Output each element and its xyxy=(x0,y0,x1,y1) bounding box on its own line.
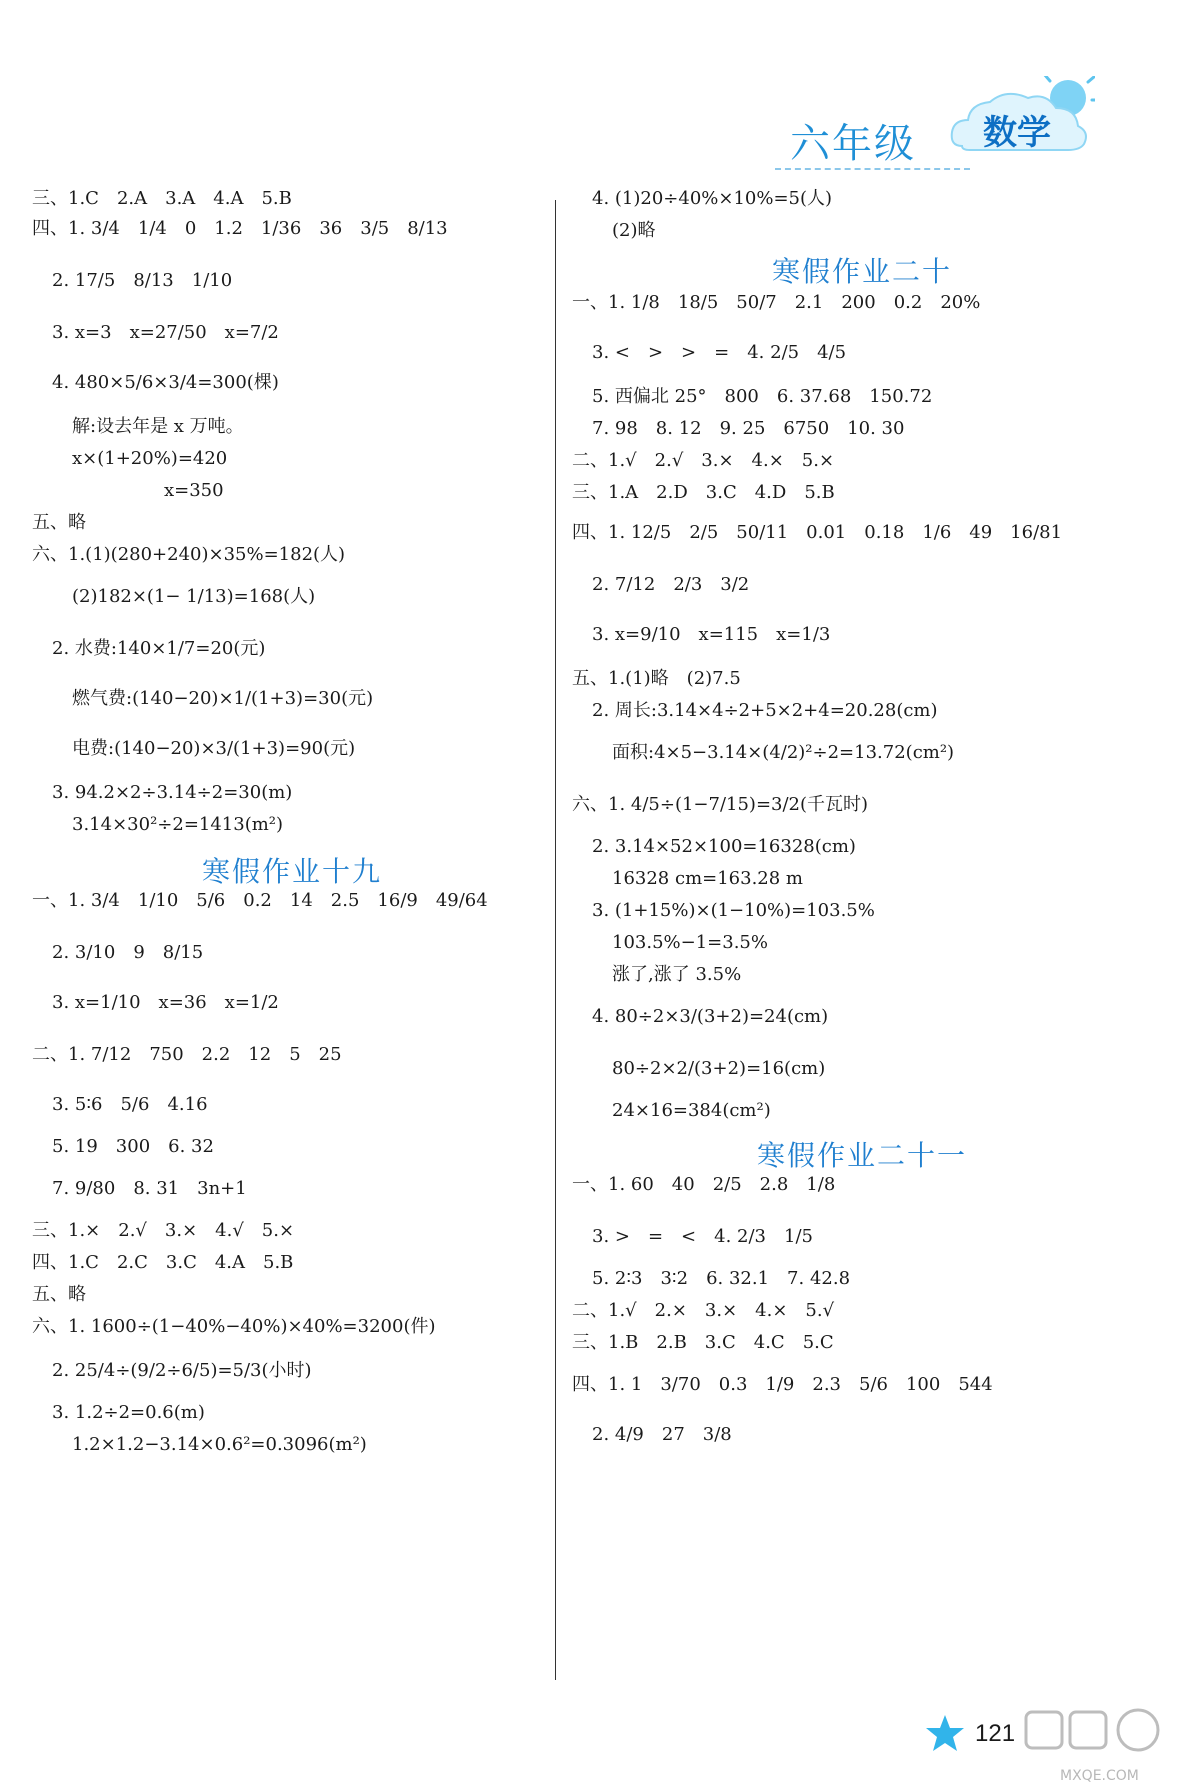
answer-line: 16328 cm=163.28 m xyxy=(612,868,803,889)
answer-line: 燃气费:(140−20)×1/(1+3)=30(元) xyxy=(72,688,374,709)
answer-line: 2. 4/9 27 3/8 xyxy=(592,1424,732,1445)
answer-line: 3. 5∶6 5/6 4.16 xyxy=(52,1094,208,1115)
page-header xyxy=(0,0,1183,180)
answer-line: 3. x=1/10 x=36 x=1/2 xyxy=(52,992,279,1013)
answer-line: 24×16=384(cm²) xyxy=(612,1100,771,1121)
header-underline xyxy=(775,168,970,170)
answer-line: 一、1. 1/8 18/5 50/7 2.1 200 0.2 20% xyxy=(572,292,981,313)
answer-line: 4. (1)20÷40%×10%=5(人) xyxy=(592,188,833,209)
answer-line: 3. > = < 4. 2/3 1/5 xyxy=(592,1226,813,1247)
answer-line: 四、1.C 2.C 3.C 4.A 5.B xyxy=(32,1252,294,1273)
answer-line: 二、1.√ 2.× 3.× 4.× 5.√ xyxy=(572,1300,835,1321)
answer-line: 3. x=9/10 x=115 x=1/3 xyxy=(592,624,831,645)
answer-line: 一、1. 3/4 1/10 5/6 0.2 14 2.5 16/9 49/64 xyxy=(32,890,488,911)
answer-line: 4. 80÷2×3/(3+2)=24(cm) xyxy=(592,1006,829,1027)
answer-line: 5. 西偏北 25° 800 6. 37.68 150.72 xyxy=(592,386,933,407)
answer-line: 4. 480×5/6×3/4=300(棵) xyxy=(52,372,279,393)
answer-line: 80÷2×2/(3+2)=16(cm) xyxy=(612,1058,826,1079)
answer-line: 涨了,涨了 3.5% xyxy=(612,964,742,985)
answer-line: 二、1. 7/12 750 2.2 12 5 25 xyxy=(32,1044,342,1065)
answer-line: 7. 98 8. 12 9. 25 6750 10. 30 xyxy=(592,418,905,439)
answer-line: 三、1.C 2.A 3.A 4.A 5.B xyxy=(32,188,292,209)
section-title: 寒假作业二十一 xyxy=(756,1139,967,1172)
subject-label: 数学 xyxy=(983,113,1051,153)
answer-line: 2. 3/10 9 8/15 xyxy=(52,942,204,963)
answer-line: 3. 94.2×2÷3.14÷2=30(m) xyxy=(52,782,293,803)
answer-line: x×(1+20%)=420 xyxy=(72,448,228,469)
watermark-text: MXQE.COM xyxy=(1060,1768,1139,1784)
star-icon xyxy=(923,1712,967,1756)
answer-line: 面积:4×5−3.14×(4/2)²÷2=13.72(cm²) xyxy=(612,742,955,763)
page-number: 121 xyxy=(975,1720,1016,1747)
answer-line: 二、1.√ 2.√ 3.× 4.× 5.× xyxy=(572,450,835,471)
section-title: 寒假作业十九 xyxy=(201,855,382,888)
answer-line: 五、略 xyxy=(32,1284,86,1305)
answer-line: 五、略 xyxy=(32,512,86,533)
answer-line: 3. < > > = 4. 2/5 4/5 xyxy=(592,342,847,363)
answer-line: 3. (1+15%)×(1−10%)=103.5% xyxy=(592,900,875,921)
answer-line: 电费:(140−20)×3/(1+3)=90(元) xyxy=(72,738,356,759)
grade-label: 六年级 xyxy=(790,121,916,167)
answer-line: 2. 17/5 8/13 1/10 xyxy=(52,270,233,291)
answer-line: 解:设去年是 x 万吨。 xyxy=(72,416,244,437)
answer-line: 5. 19 300 6. 32 xyxy=(52,1136,214,1157)
answer-line: 3. x=3 x=27/50 x=7/2 xyxy=(52,322,279,343)
answer-line: (2)182×(1− 1/13)=168(人) xyxy=(72,586,316,607)
answer-line: 2. 周长:3.14×4÷2+5×2+4=20.28(cm) xyxy=(592,700,938,721)
answer-line: 六、1. 1600÷(1−40%−40%)×40%=3200(件) xyxy=(32,1316,436,1337)
answer-line: 2. 3.14×52×100=16328(cm) xyxy=(592,836,856,857)
answer-line: 六、1.(1)(280+240)×35%=182(人) xyxy=(32,544,346,565)
answer-line: 7. 9/80 8. 31 3n+1 xyxy=(52,1178,247,1199)
answer-line: 三、1.B 2.B 3.C 4.C 5.C xyxy=(572,1332,834,1353)
answer-line: 四、1. 1 3/70 0.3 1/9 2.3 5/6 100 544 xyxy=(572,1374,993,1395)
answer-line: 2. 水费:140×1/7=20(元) xyxy=(52,638,266,659)
answer-line: x=350 xyxy=(164,480,224,501)
answer-line: 四、1. 12/5 2/5 50/11 0.01 0.18 1/6 49 16/81 xyxy=(572,522,1063,543)
column-divider xyxy=(555,200,556,1680)
answer-line: 3.14×30²÷2=1413(m²) xyxy=(72,814,284,835)
answer-line: (2)略 xyxy=(612,220,656,241)
answer-line: 三、1.× 2.√ 3.× 4.√ 5.× xyxy=(32,1220,295,1241)
answer-line: 一、1. 60 40 2/5 2.8 1/8 xyxy=(572,1174,836,1195)
answer-line: 四、1. 3/4 1/4 0 1.2 1/36 36 3/5 8/13 xyxy=(32,218,448,239)
answer-line: 六、1. 4/5÷(1−7/15)=3/2(千瓦时) xyxy=(572,794,869,815)
answer-line: 2. 25/4÷(9/2÷6/5)=5/3(小时) xyxy=(52,1360,312,1381)
answer-line: 3. 1.2÷2=0.6(m) xyxy=(52,1402,205,1423)
answer-line: 五、1.(1)略 (2)7.5 xyxy=(572,668,741,689)
answer-line: 2. 7/12 2/3 3/2 xyxy=(592,574,750,595)
answer-line: 三、1.A 2.D 3.C 4.D 5.B xyxy=(572,482,835,503)
section-title: 寒假作业二十 xyxy=(771,255,952,288)
answer-line: 1.2×1.2−3.14×0.6²=0.3096(m²) xyxy=(72,1434,367,1455)
answer-line: 5. 2∶3 3∶2 6. 32.1 7. 42.8 xyxy=(592,1268,851,1289)
answer-line: 103.5%−1=3.5% xyxy=(612,932,768,953)
